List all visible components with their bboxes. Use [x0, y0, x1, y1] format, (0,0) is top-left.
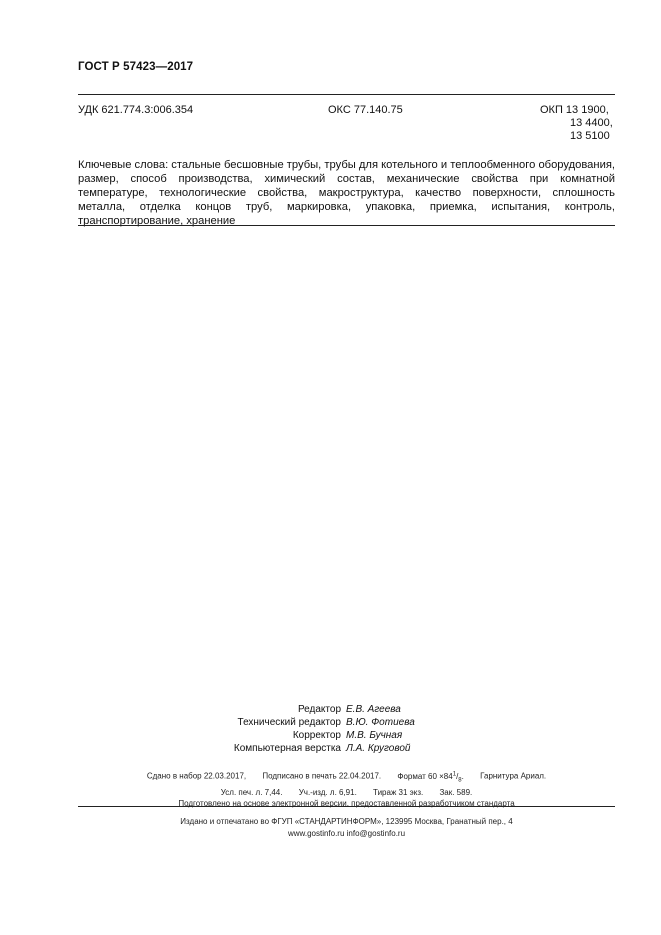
keywords-divider	[78, 225, 615, 226]
imprint-format: Формат $60 \times 84^1/_8$.	[397, 771, 464, 784]
credit-role: Корректор	[292, 730, 341, 741]
imprint-line-1	[78, 769, 615, 787]
classification-row	[78, 104, 615, 154]
imprint-signed: Подписано в печать 22.04.2017.	[262, 771, 382, 781]
imprint-format-prefix: Формат 60 ×84	[397, 771, 453, 781]
imprint-divider	[78, 806, 615, 807]
credit-name: Е.В. Агеева	[346, 704, 401, 715]
oks-code: ОКС 77.140.75	[328, 104, 403, 116]
credits-block	[0, 703, 661, 755]
publisher-email-link[interactable]: info@gostinfo.ru	[346, 828, 406, 838]
imprint-block	[78, 769, 615, 810]
imprint-pub-sheets: Уч.-изд. л. 6,91.	[298, 787, 357, 797]
credit-row	[0, 716, 661, 729]
okp-code-line: 13 4400,	[570, 117, 613, 129]
credit-role: Редактор	[297, 704, 341, 715]
okp-code-line: ОКП 13 1900,	[540, 104, 609, 116]
credit-name: В.Ю. Фотиева	[346, 717, 415, 728]
imprint-order: Зак. 589.	[439, 787, 473, 797]
credit-row	[0, 703, 661, 716]
credit-name: М.В. Бучная	[346, 730, 403, 741]
document-code: ГОСТ Р 57423—2017	[78, 61, 194, 73]
credit-row	[0, 742, 661, 755]
credit-name: Л.А. Круговой	[346, 743, 411, 754]
imprint-run: Тираж 31 экз.	[373, 787, 424, 797]
imprint-line-2	[78, 787, 615, 799]
publisher-block	[78, 816, 615, 839]
imprint-format-num: 1	[452, 771, 457, 777]
publisher-website-link[interactable]: www.gostinfo.ru	[287, 828, 345, 838]
udk-code: УДК 621.774.3:006.354	[78, 104, 194, 116]
imprint-format-suffix: .	[461, 771, 464, 781]
keywords-paragraph: Ключевые слова: стальные бесшовные трубы, трубы для котельного и теплообменного оборудования, размер, способ производства, химический состав, механические свойства при комнатной температуре, технологические свойства, макроструктура, качество поверхности, сплошность металла, отделка концов труб, маркировка, упаковка, приемка, испытания, контроль, транспортирование, хранение	[78, 159, 615, 227]
credit-role: Компьютерная верстка	[233, 743, 341, 754]
top-divider	[78, 94, 615, 95]
okp-codes	[540, 104, 613, 143]
imprint-typeface: Гарнитура Ариал.	[480, 771, 547, 781]
imprint-print-sheets: Усл. печ. л. 7,44.	[220, 787, 283, 797]
imprint-sent: Сдано в набор 22.03.2017,	[146, 771, 247, 781]
credit-row	[0, 729, 661, 742]
okp-code-line: 13 5100	[570, 130, 610, 142]
imprint-format-den: 8	[458, 777, 462, 784]
publisher-contacts	[78, 828, 615, 840]
imprint-prepared: Подготовлено на основе электронной версии, предоставленной разработчиком стандарта	[178, 799, 515, 809]
credit-role: Технический редактор	[237, 717, 341, 728]
publisher-line: Издано и отпечатано во ФГУП «СТАНДАРТИНФОРМ», 123995 Москва, Гранатный пер., 4	[180, 817, 513, 826]
